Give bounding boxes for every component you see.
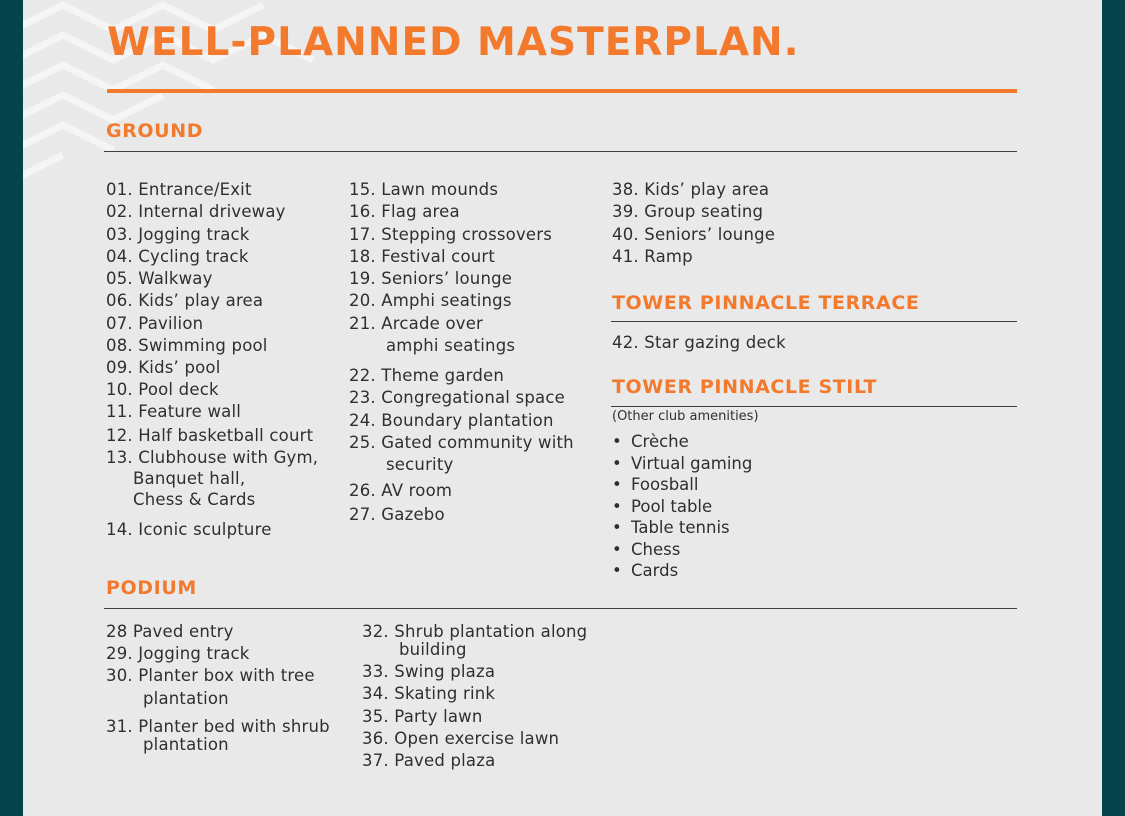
list-item: 31. Planter bed with shrub xyxy=(106,717,330,736)
list-item: 29. Jogging track xyxy=(106,644,250,663)
bullet-icon: • xyxy=(612,540,622,559)
list-item: 10. Pool deck xyxy=(106,380,219,399)
list-item: 40. Seniors’ lounge xyxy=(612,225,776,244)
list-item: 38. Kids’ play area xyxy=(612,180,770,199)
bullet-item: • Table tennis xyxy=(612,518,730,537)
bullet-icon: • xyxy=(612,454,622,473)
list-item: 03. Jogging track xyxy=(106,225,250,244)
list-item-continuation: plantation xyxy=(143,735,229,754)
list-item: 15. Lawn mounds xyxy=(349,180,499,199)
list-item: 24. Boundary plantation xyxy=(349,411,554,430)
list-item: 04. Cycling track xyxy=(106,247,249,266)
list-item: 18. Festival court xyxy=(349,247,496,266)
list-item: 22. Theme garden xyxy=(349,366,505,385)
list-item-continuation: security xyxy=(386,455,454,474)
list-item: 36. Open exercise lawn xyxy=(362,729,560,748)
list-item: 25. Gated community with xyxy=(349,433,574,452)
list-item: 34. Skating rink xyxy=(362,684,496,703)
list-item: 19. Seniors’ lounge xyxy=(349,269,513,288)
list-item: 01. Entrance/Exit xyxy=(106,180,252,199)
bullet-icon: • xyxy=(612,432,622,451)
list-item: 06. Kids’ play area xyxy=(106,291,264,310)
list-item: 30. Planter box with tree xyxy=(106,666,315,685)
podium-heading: PODIUM xyxy=(106,577,197,599)
ground-heading: GROUND xyxy=(106,120,204,142)
bullet-item: • Pool table xyxy=(612,497,713,516)
stilt-note: (Other club amenities) xyxy=(612,409,759,424)
list-item: 32. Shrub plantation along xyxy=(362,622,588,641)
list-item-continuation: Banquet hall, xyxy=(133,469,246,488)
list-item: 33. Swing plaza xyxy=(362,662,496,681)
page-title: WELL-PLANNED MASTERPLAN. xyxy=(107,20,800,65)
list-item: 13. Clubhouse with Gym, xyxy=(106,448,319,467)
list-item: 12. Half basketball court xyxy=(106,426,314,445)
list-item: 41. Ramp xyxy=(612,247,693,266)
bullet-icon: • xyxy=(612,497,622,516)
list-item: 35. Party lawn xyxy=(362,707,483,726)
bullet-icon: • xyxy=(612,475,622,494)
bullet-item: • Cards xyxy=(612,561,679,580)
list-item: 05. Walkway xyxy=(106,269,213,288)
list-item: 14. Iconic sculpture xyxy=(106,520,272,539)
list-item: 02. Internal driveway xyxy=(106,202,286,221)
list-item-continuation: building xyxy=(399,640,467,659)
list-item: 09. Kids’ pool xyxy=(106,358,221,377)
list-item: 16. Flag area xyxy=(349,202,460,221)
list-item: 28 Paved entry xyxy=(106,622,234,641)
bullet-icon: • xyxy=(612,561,622,580)
list-item: 26. AV room xyxy=(349,481,453,500)
bullet-item: • Virtual gaming xyxy=(612,454,753,473)
list-item: 21. Arcade over xyxy=(349,314,484,333)
list-item: 17. Stepping crossovers xyxy=(349,225,553,244)
stilt-heading: TOWER PINNACLE STILT xyxy=(612,376,878,398)
list-item: 37. Paved plaza xyxy=(362,751,496,770)
stilt-divider xyxy=(611,406,1017,407)
title-underline xyxy=(107,89,1017,93)
bullet-icon: • xyxy=(612,518,622,537)
list-item: 08. Swimming pool xyxy=(106,336,268,355)
list-item: 39. Group seating xyxy=(612,202,764,221)
bullet-item: • Chess xyxy=(612,540,681,559)
list-item: 07. Pavilion xyxy=(106,314,204,333)
bullet-item: • Crèche xyxy=(612,432,689,451)
ground-divider xyxy=(104,151,1017,152)
podium-divider xyxy=(104,608,1017,609)
list-item: 27. Gazebo xyxy=(349,505,445,524)
list-item: 23. Congregational space xyxy=(349,388,565,407)
bullet-item: • Foosball xyxy=(612,475,699,494)
masterplan-panel xyxy=(23,0,1102,816)
list-item-continuation: plantation xyxy=(143,689,229,708)
list-item: 20. Amphi seatings xyxy=(349,291,512,310)
list-item: 42. Star gazing deck xyxy=(612,333,786,352)
terrace-divider xyxy=(611,321,1017,322)
list-item-continuation: amphi seatings xyxy=(386,336,516,355)
list-item: 11. Feature wall xyxy=(106,402,242,421)
terrace-heading: TOWER PINNACLE TERRACE xyxy=(612,292,920,314)
list-item-continuation: Chess & Cards xyxy=(133,490,256,509)
